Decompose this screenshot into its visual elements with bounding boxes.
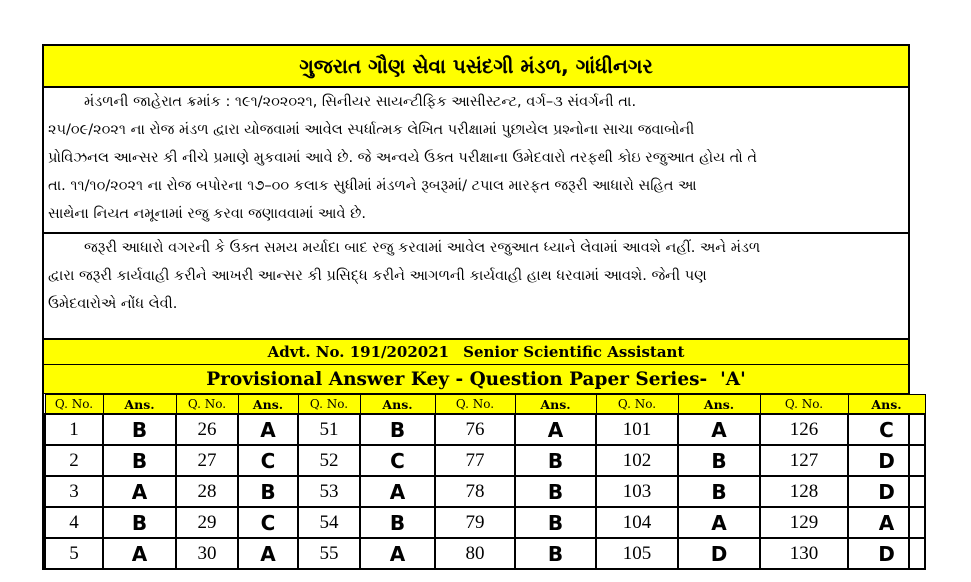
- answer-cell: C: [848, 414, 925, 445]
- question-number-cell: 78: [435, 476, 515, 507]
- answer-key-sheet: [42, 44, 910, 570]
- answer-cell: A: [238, 538, 298, 569]
- question-number-cell: 53: [298, 476, 360, 507]
- question-number-cell: 80: [435, 538, 515, 569]
- table-row: [45, 445, 925, 476]
- question-number-cell: 5: [45, 538, 103, 569]
- question-number-cell: 28: [176, 476, 238, 507]
- advertisement-bar: [44, 340, 908, 365]
- answer-cell: A: [678, 414, 760, 445]
- column-header-question-number: Q. No.: [760, 395, 848, 415]
- answer-cell: A: [848, 507, 925, 538]
- column-header-question-number: Q. No.: [176, 395, 238, 415]
- question-number-cell: 102: [596, 445, 678, 476]
- notice-line: ઉમેદવારોએ નોંધ લેવી.: [48, 296, 178, 312]
- column-header-question-number: Q. No.: [45, 395, 103, 415]
- answer-cell: D: [848, 445, 925, 476]
- question-number-cell: 54: [298, 507, 360, 538]
- question-number-cell: 104: [596, 507, 678, 538]
- question-number-cell: 51: [298, 414, 360, 445]
- answer-cell: A: [103, 538, 176, 569]
- question-number-cell: 29: [176, 507, 238, 538]
- table-row: [45, 538, 925, 569]
- answer-cell: B: [515, 507, 596, 538]
- question-number-cell: 1: [45, 414, 103, 445]
- answer-cell: A: [360, 538, 435, 569]
- advt-number: Advt. No. 191/202021: [267, 343, 450, 361]
- answer-cell: C: [238, 507, 298, 538]
- question-number-cell: 4: [45, 507, 103, 538]
- answer-key-table: [44, 394, 926, 570]
- question-number-cell: 3: [45, 476, 103, 507]
- notice-line: દ્વારા જરૂરી કાર્યવાહી કરીને આખરી આન્સર કી પ્રસિદ્ધ કરીને આગળની કાર્યવાહી હાથ ધરવામાં આવશે. જેની પણ: [48, 268, 707, 284]
- notice-line: સાથેના નિયત નમૂનામાં રજુ કરવા જણાવવામાં આવે છે.: [48, 206, 366, 222]
- table-header-row: [45, 395, 925, 415]
- notice-line: તા. ૧૧/૧૦/૨૦૨૧ ના રોજ બપોરના ૧૭–૦૦ કલાક સુધીમાં મંડળને રૂબરૂમાં/ ટપાલ મારફત જરૂરી આધારો સહિત આ: [48, 178, 697, 194]
- page-title: ગુજરાત ગૌણ સેવા પસંદગી મંડળ, ગાંધીનગર: [44, 46, 908, 88]
- column-header-question-number: Q. No.: [298, 395, 360, 415]
- answer-cell: B: [103, 414, 176, 445]
- notice-line: ૨૫/૦૯/૨૦૨૧ ના રોજ મંડળ દ્વારા યોજવામાં આવેલ સ્પર્ધાત્મક લેખિત પરીક્ષામાં પુછાયેલ પ્રશ્નોના સાચા જવાબોની: [48, 122, 695, 138]
- notice-line: મંડળની જાહેરાત ક્રમાંક : ૧૯૧/૨૦૨૦૨૧, સિનીયર સાયન્ટીફિક આસીસ્ટન્ટ, વર્ગ–૩ સંવર્ગની તા.: [84, 94, 637, 110]
- answer-cell: B: [515, 538, 596, 569]
- advt-post: Senior Scientific Assistant: [463, 343, 685, 361]
- notice-paragraph-1: [44, 88, 908, 234]
- column-header-question-number: Q. No.: [596, 395, 678, 415]
- answer-cell: B: [360, 507, 435, 538]
- question-number-cell: 101: [596, 414, 678, 445]
- answer-cell: A: [238, 414, 298, 445]
- column-header-question-number: Q. No.: [435, 395, 515, 415]
- question-number-cell: 79: [435, 507, 515, 538]
- table-row: [45, 414, 925, 445]
- question-number-cell: 77: [435, 445, 515, 476]
- answer-cell: C: [360, 445, 435, 476]
- notice-line: પ્રોવિઝનલ આન્સર કી નીચે પ્રમાણે મુકવામાં આવે છે. જે અન્વયે ઉક્ત પરીક્ષાના ઉમેદવારો તરફથી કોઇ રજુઆત હોય તો તે: [48, 150, 758, 166]
- answer-cell: D: [848, 538, 925, 569]
- table-row: [45, 507, 925, 538]
- answer-cell: A: [678, 507, 760, 538]
- question-number-cell: 130: [760, 538, 848, 569]
- column-header-answer: Ans.: [848, 395, 925, 415]
- question-number-cell: 52: [298, 445, 360, 476]
- notice-line: જરૂરી આધારો વગરની કે ઉક્ત સમય મર્યાદા બાદ રજુ કરવામાં આવેલ રજુઆત ધ્યાને લેવામાં આવશે નહીં. અને મંડળ: [84, 240, 761, 256]
- question-number-cell: 55: [298, 538, 360, 569]
- answer-cell: B: [238, 476, 298, 507]
- answer-cell: B: [103, 445, 176, 476]
- answer-cell: B: [515, 476, 596, 507]
- question-number-cell: 103: [596, 476, 678, 507]
- question-number-cell: 27: [176, 445, 238, 476]
- answer-key-title: Provisional Answer Key - Question Paper Series- 'A': [44, 365, 908, 394]
- question-number-cell: 30: [176, 538, 238, 569]
- column-header-answer: Ans.: [103, 395, 176, 415]
- answer-cell: A: [103, 476, 176, 507]
- answer-cell: A: [515, 414, 596, 445]
- question-number-cell: 127: [760, 445, 848, 476]
- table-row: [45, 476, 925, 507]
- answer-cell: D: [848, 476, 925, 507]
- answer-cell: C: [238, 445, 298, 476]
- answer-cell: B: [103, 507, 176, 538]
- question-number-cell: 126: [760, 414, 848, 445]
- answer-cell: B: [678, 476, 760, 507]
- notice-paragraph-2: [44, 234, 908, 340]
- column-header-answer: Ans.: [678, 395, 760, 415]
- question-number-cell: 129: [760, 507, 848, 538]
- question-number-cell: 76: [435, 414, 515, 445]
- answer-cell: B: [515, 445, 596, 476]
- question-number-cell: 2: [45, 445, 103, 476]
- question-number-cell: 128: [760, 476, 848, 507]
- column-header-answer: Ans.: [515, 395, 596, 415]
- answer-cell: B: [678, 445, 760, 476]
- question-number-cell: 105: [596, 538, 678, 569]
- answer-cell: B: [360, 414, 435, 445]
- column-header-answer: Ans.: [360, 395, 435, 415]
- question-number-cell: 26: [176, 414, 238, 445]
- answer-cell: A: [360, 476, 435, 507]
- answer-cell: D: [678, 538, 760, 569]
- column-header-answer: Ans.: [238, 395, 298, 415]
